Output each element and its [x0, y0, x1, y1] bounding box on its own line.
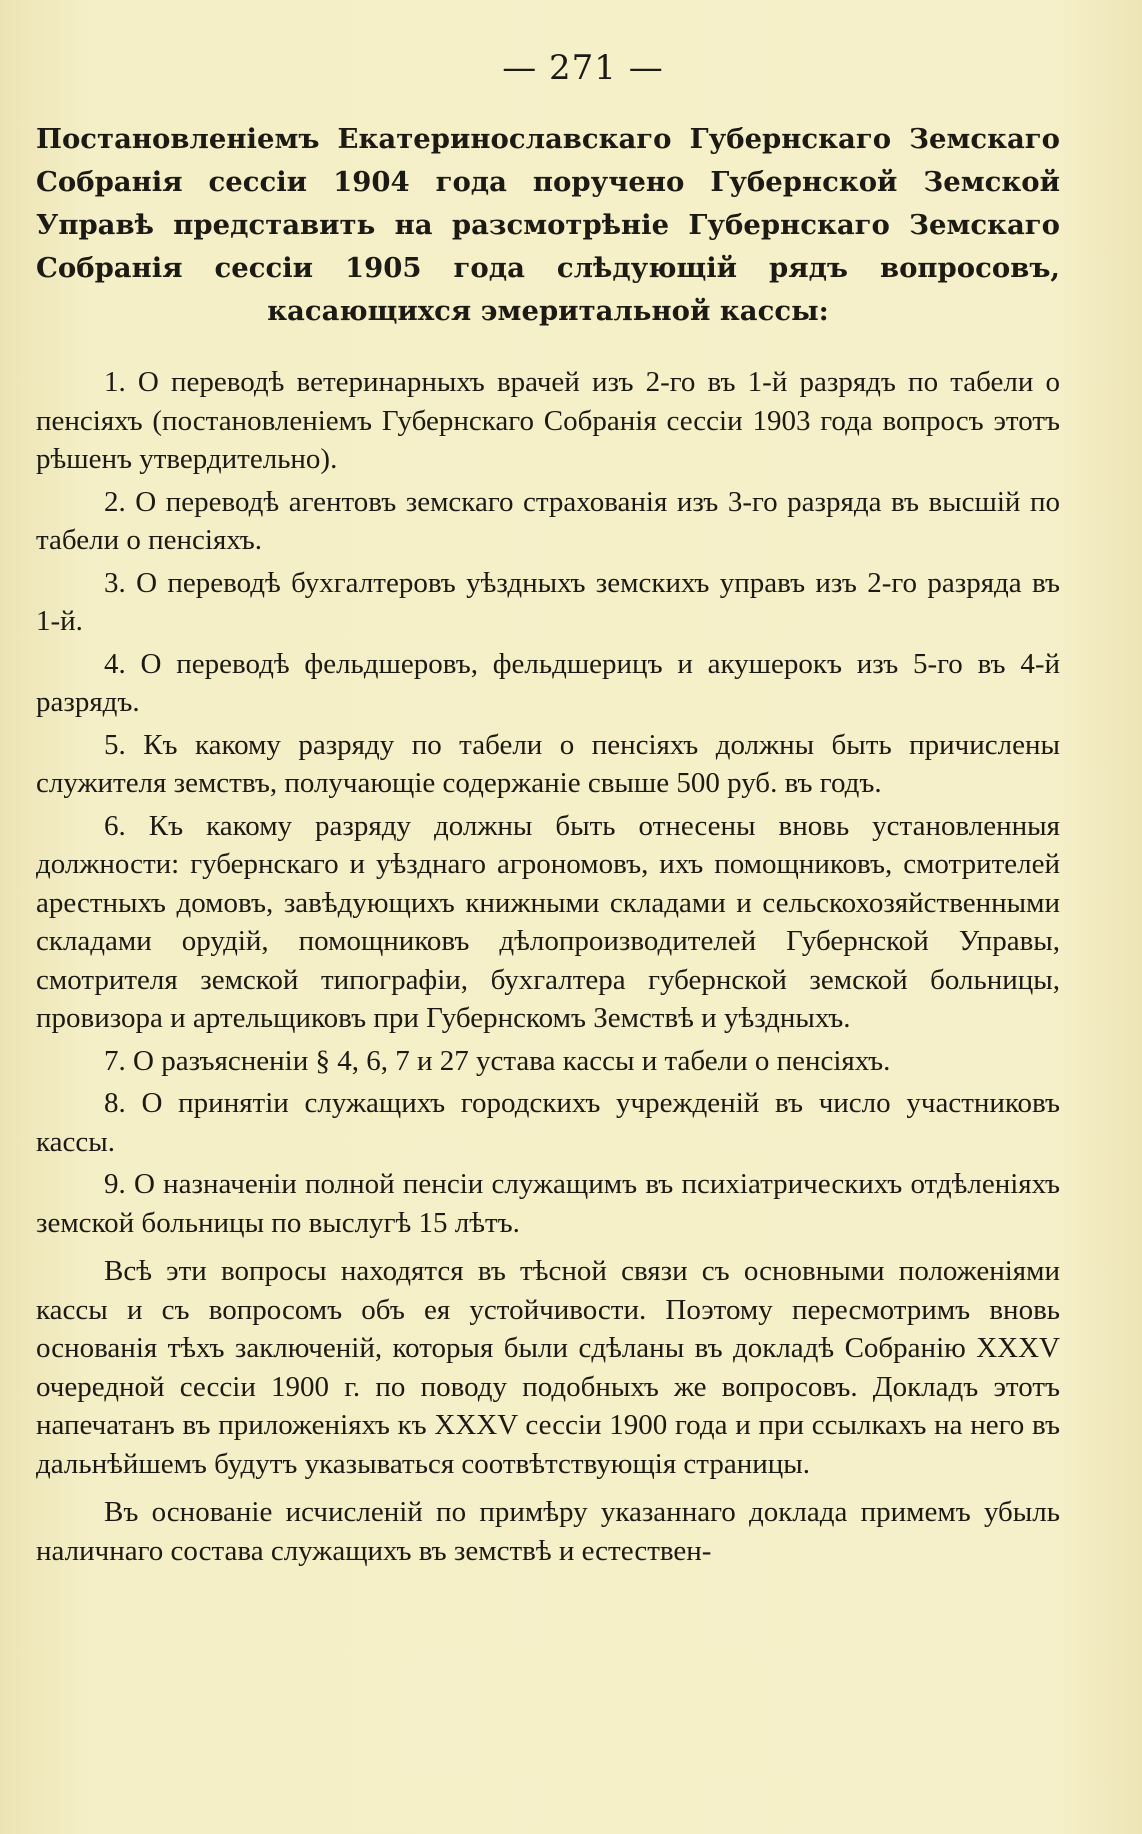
list-item: 3. О переводѣ бухгалтеровъ уѣздныхъ земскихъ управъ изъ 2-го разряда въ 1-й. [36, 566, 1060, 637]
body-paragraph: Всѣ эти вопросы находятся въ тѣсной связи съ основными положеніями кассы и съ вопросомъ объ ея устойчивости. Поэтому пересмотримъ вновь основанія тѣхъ заключеній, которыя были сдѣланы въ докладѣ Собранію XXXV очередной сессіи 1900 г. по поводу подобныхъ же вопросовъ. Докладъ этотъ напечатанъ въ приложеніяхъ къ XXXV сессіи 1900 года и при ссылкахъ на него въ дальнѣйшемъ будутъ указываться соотвѣтствующія страницы. [36, 1255, 1060, 1480]
list-item: 8. О принятіи служащихъ городскихъ учрежденій въ число участниковъ кассы. [36, 1087, 1060, 1158]
body-paragraph: Въ основаніе исчисленій по примѣру указаннаго доклада примемъ убыль наличнаго состава служащихъ въ земствѣ и естествен- [36, 1496, 1060, 1567]
list-item: 9. О назначеніи полной пенсіи служащимъ въ психіатрическихъ отдѣленіяхъ земской больницы по выслугѣ 15 лѣтъ. [36, 1168, 1060, 1239]
list-item: 2. О переводѣ агентовъ земскаго страхованія изъ 3-го разряда въ высшій по табели о пенсіяхъ. [36, 485, 1060, 556]
list-item: 1. О переводѣ ветеринарныхъ врачей изъ 2-го въ 1-й разрядъ по табели о пенсіяхъ (постановленіемъ Губернскаго Собранія сессіи 1903 года вопросъ этотъ рѣшенъ утвердительно). [36, 366, 1060, 475]
page-number: — 271 — [502, 48, 664, 88]
list-item: 4. О переводѣ фельдшеровъ, фельдшерицъ и акушерокъ изъ 5-го въ 4-й разрядъ. [36, 647, 1060, 718]
list-item: 5. Къ какому разряду по табели о пенсіяхъ должны быть причислены служителя земствъ, получающіе содержаніе свыше 500 руб. въ годъ. [36, 728, 1060, 799]
list-item: 6. Къ какому разряду должны быть отнесены вновь установленныя должности: губернскаго и уѣзднаго агрономовъ, ихъ помощниковъ, смотрителей арестныхъ домовъ, завѣдующихъ книжными складами и сельскохозяйственными складами орудій, помощниковъ дѣлопроизводителей Губернской Управы, смотрителя земской типографіи, бухгалтера губернской земской больницы, провизора и артельщиковъ при Губернскомъ Земствѣ и уѣздныхъ. [36, 809, 1060, 1034]
document-heading: Постановленіемъ Екатеринославскаго Губернскаго Земскаго Собранія сессіи 1904 года поручено Губернской Земской Управѣ представить на разсмотрѣніе Губернскаго Земскаго Собранія сессіи 1905 года слѣдующій рядъ вопросовъ, касающихся эмеритальной кассы: [36, 123, 1060, 327]
list-item: 7. О разъясненіи § 4, 6, 7 и 27 устава кассы и табели о пенсіяхъ. [104, 1044, 891, 1077]
question-list [36, 363, 1060, 1242]
